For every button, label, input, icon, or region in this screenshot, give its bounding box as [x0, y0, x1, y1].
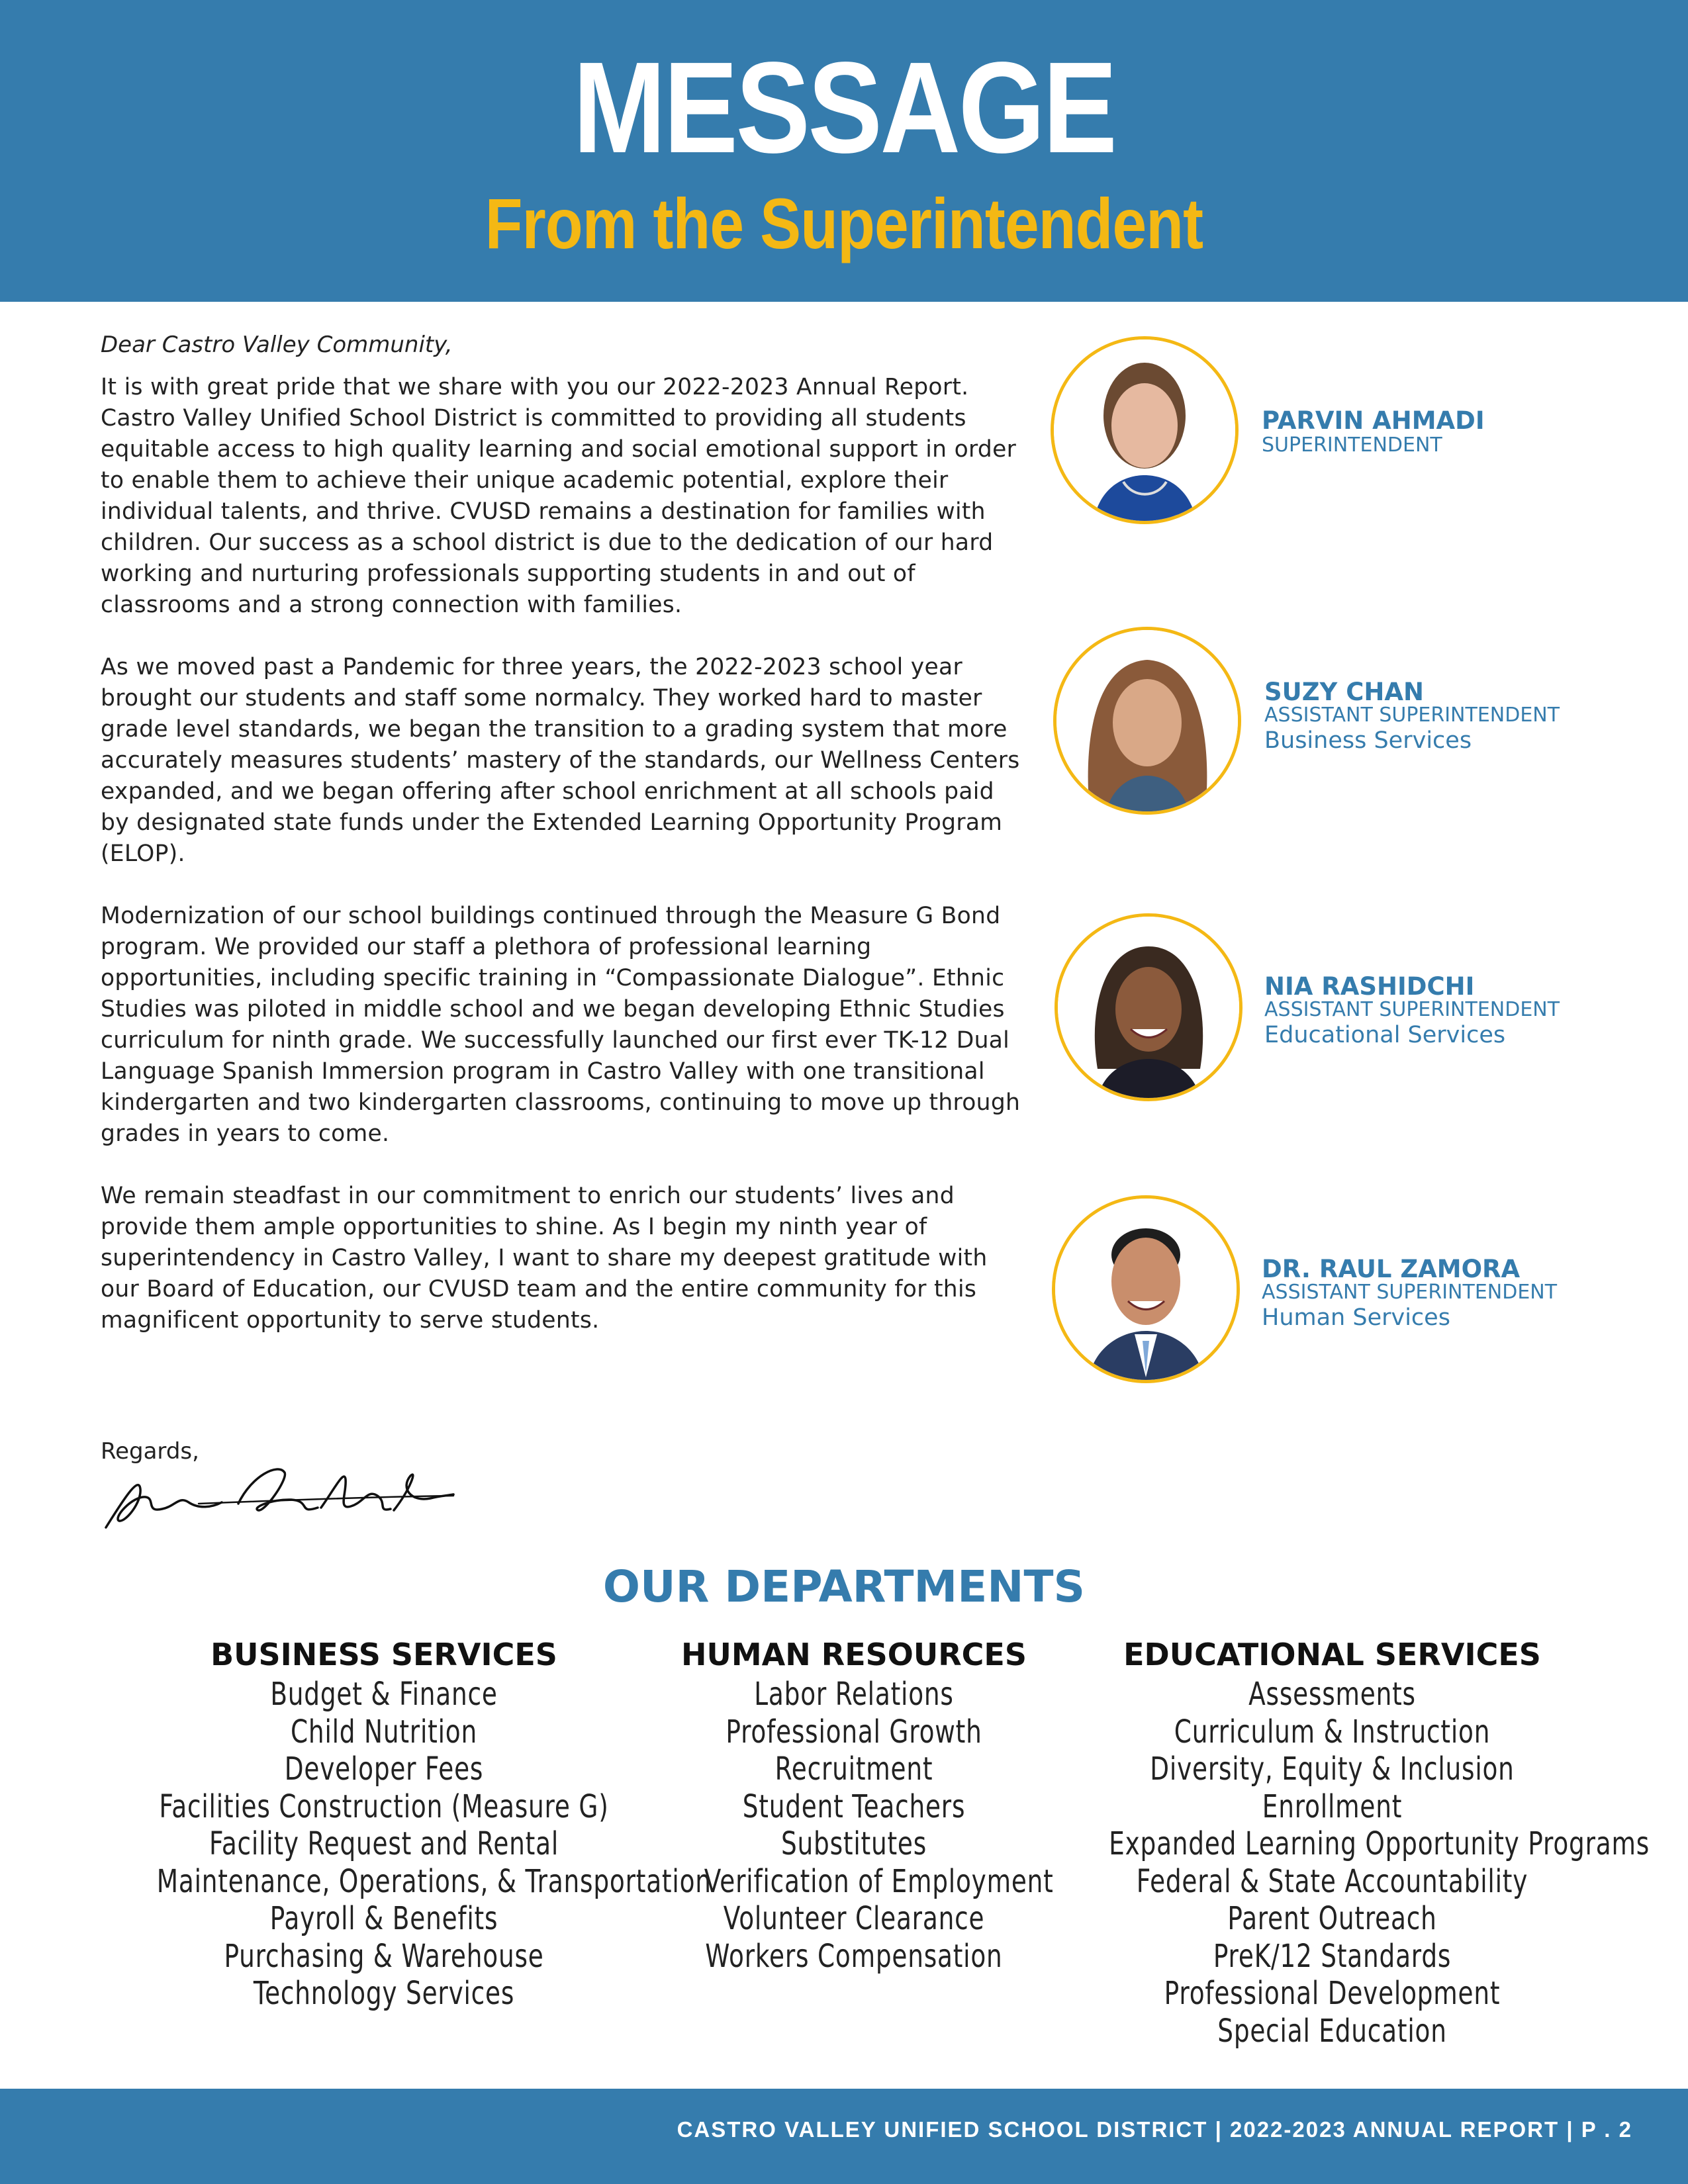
leader-role: ASSISTANT SUPERINTENDENT	[1264, 998, 1560, 1021]
department-item: Payroll & Benefits	[269, 1900, 498, 1937]
department-item: Curriculum & Instruction	[1174, 1713, 1491, 1751]
header-banner	[0, 0, 1688, 302]
letter-closing: Regards,	[101, 1438, 199, 1465]
departments-title: OUR DEPARTMENTS	[602, 1561, 1086, 1612]
department-item: Budget & Finance	[270, 1676, 498, 1713]
department-item: Assessments	[1248, 1676, 1416, 1713]
department-item: Diversity, Equity & Inclusion	[1150, 1751, 1515, 1788]
department-item: Enrollment	[1262, 1788, 1403, 1825]
leader-name: PARVIN AHMADI	[1262, 406, 1485, 435]
letter-paragraph: Modernization of our school buildings continued through the Measure G Bond program. We provided our staff a plethora of professional learning opportunities, including specific training in “Compassionate Dialogue”. Ethnic Studies was piloted in middle school and we began developing Ethnic Studies curriculum for ninth grade. We successfully launched our first ever TK-12 Dual Language Spanish Immersion program in Castro Valley with one transitional kindergarten and two kindergarten classrooms, continuing to move up through grades in years to come.	[101, 903, 1021, 1147]
department-item: Parent Outreach	[1227, 1900, 1437, 1937]
department-item: Federal & State Accountability	[1136, 1862, 1528, 1900]
department-heading: BUSINESS SERVICES	[211, 1637, 557, 1672]
leader-name: DR. RAUL ZAMORA	[1262, 1255, 1521, 1283]
footer-text: CASTRO VALLEY UNIFIED SCHOOL DISTRICT | 2022-2023 ANNUAL REPORT | P . 2	[677, 2117, 1632, 2142]
department-column-human-resources	[662, 1633, 1054, 1975]
footer-bar	[0, 2089, 1688, 2184]
leader-role: ASSISTANT SUPERINTENDENT	[1262, 1281, 1558, 1304]
avatar-nia-rashidchi	[1055, 913, 1243, 1101]
department-item: Labor Relations	[754, 1676, 954, 1713]
letter-paragraph: As we moved past a Pandemic for three years, the 2022-2023 school year brought our students and staff some normalcy. They worked hard to master grade level standards, we began the transition to a grading system that more accurately measures students’ mastery of the standards, our Wellness Centers expanded, and we began offering after school enrichment at all schools paid by designated state funds under the Extended Learning Opportunity Program (ELOP).	[101, 654, 1020, 867]
department-item: Verification of Employment	[704, 1862, 1054, 1900]
letter-paragraph: We remain steadfast in our commitment to enrich our students’ lives and provide them ample opportunities to shine. As I begin my ninth year of superintendency in Castro Valley, I want to share my deepest gratitude with our Board of Education, our CVUSD team and the entire community for this magnificent opportunity to serve students.	[101, 1183, 988, 1334]
avatar-parvin-ahmadi	[1051, 336, 1239, 524]
department-item: Technology Services	[253, 1975, 515, 2012]
leader-role: SUPERINTENDENT	[1262, 433, 1442, 457]
department-item: Professional Development	[1164, 1975, 1501, 2012]
leader-name: NIA RASHIDCHI	[1264, 972, 1475, 1001]
department-item: Purchasing & Warehouse	[224, 1937, 544, 1975]
department-item: Volunteer Clearance	[723, 1900, 985, 1937]
page-subtitle: From the Superintendent	[485, 183, 1203, 263]
letter-salutation: Dear Castro Valley Community,	[101, 332, 453, 358]
department-item: Facility Request and Rental	[209, 1825, 559, 1862]
department-column-business	[93, 1633, 712, 2013]
department-item: Special Education	[1217, 2012, 1447, 2050]
avatar-raul-zamora	[1052, 1195, 1240, 1383]
leader-department: Human Services	[1262, 1304, 1450, 1331]
department-item: Developer Fees	[284, 1751, 484, 1788]
department-item: Facilities Construction (Measure G)	[159, 1788, 609, 1825]
department-item: Student Teachers	[742, 1788, 966, 1825]
leader-department: Educational Services	[1264, 1022, 1506, 1048]
signature-image	[99, 1449, 457, 1535]
page-title: MESSAGE	[573, 35, 1115, 180]
department-item: Expanded Learning Opportunity Programs	[1109, 1825, 1650, 1862]
letter-body	[101, 328, 1027, 1367]
department-item: Substitutes	[780, 1825, 927, 1862]
leader-role: ASSISTANT SUPERINTENDENT	[1264, 704, 1560, 727]
letter-paragraph: It is with great pride that we share with you our 2022-2023 Annual Report. Castro Valley Unified School District is committed to providing all students equitable access to high quality learning and social emotional support in order to enable them to achieve their unique academic potential, explore their individual talents, and thrive. CVUSD remains a destination for families with children. Our success as a school district is due to the dedication of our hard working and nurturing professionals supporting students in and out of classrooms and a strong connection with families.	[101, 374, 1017, 618]
department-item: Recruitment	[774, 1751, 933, 1788]
department-item: PreK/12 Standards	[1213, 1937, 1452, 1975]
avatar-suzy-chan	[1053, 627, 1241, 815]
department-column-educational	[1046, 1633, 1650, 2050]
department-item: Child Nutrition	[291, 1713, 477, 1751]
department-heading: EDUCATIONAL SERVICES	[1123, 1637, 1541, 1672]
department-heading: HUMAN RESOURCES	[681, 1637, 1027, 1672]
leader-department: Business Services	[1264, 727, 1472, 754]
leader-name: SUZY CHAN	[1264, 678, 1424, 706]
department-item: Professional Growth	[726, 1713, 982, 1751]
department-item: Maintenance, Operations, & Transportation	[156, 1862, 712, 1900]
department-item: Workers Compensation	[705, 1937, 1003, 1975]
